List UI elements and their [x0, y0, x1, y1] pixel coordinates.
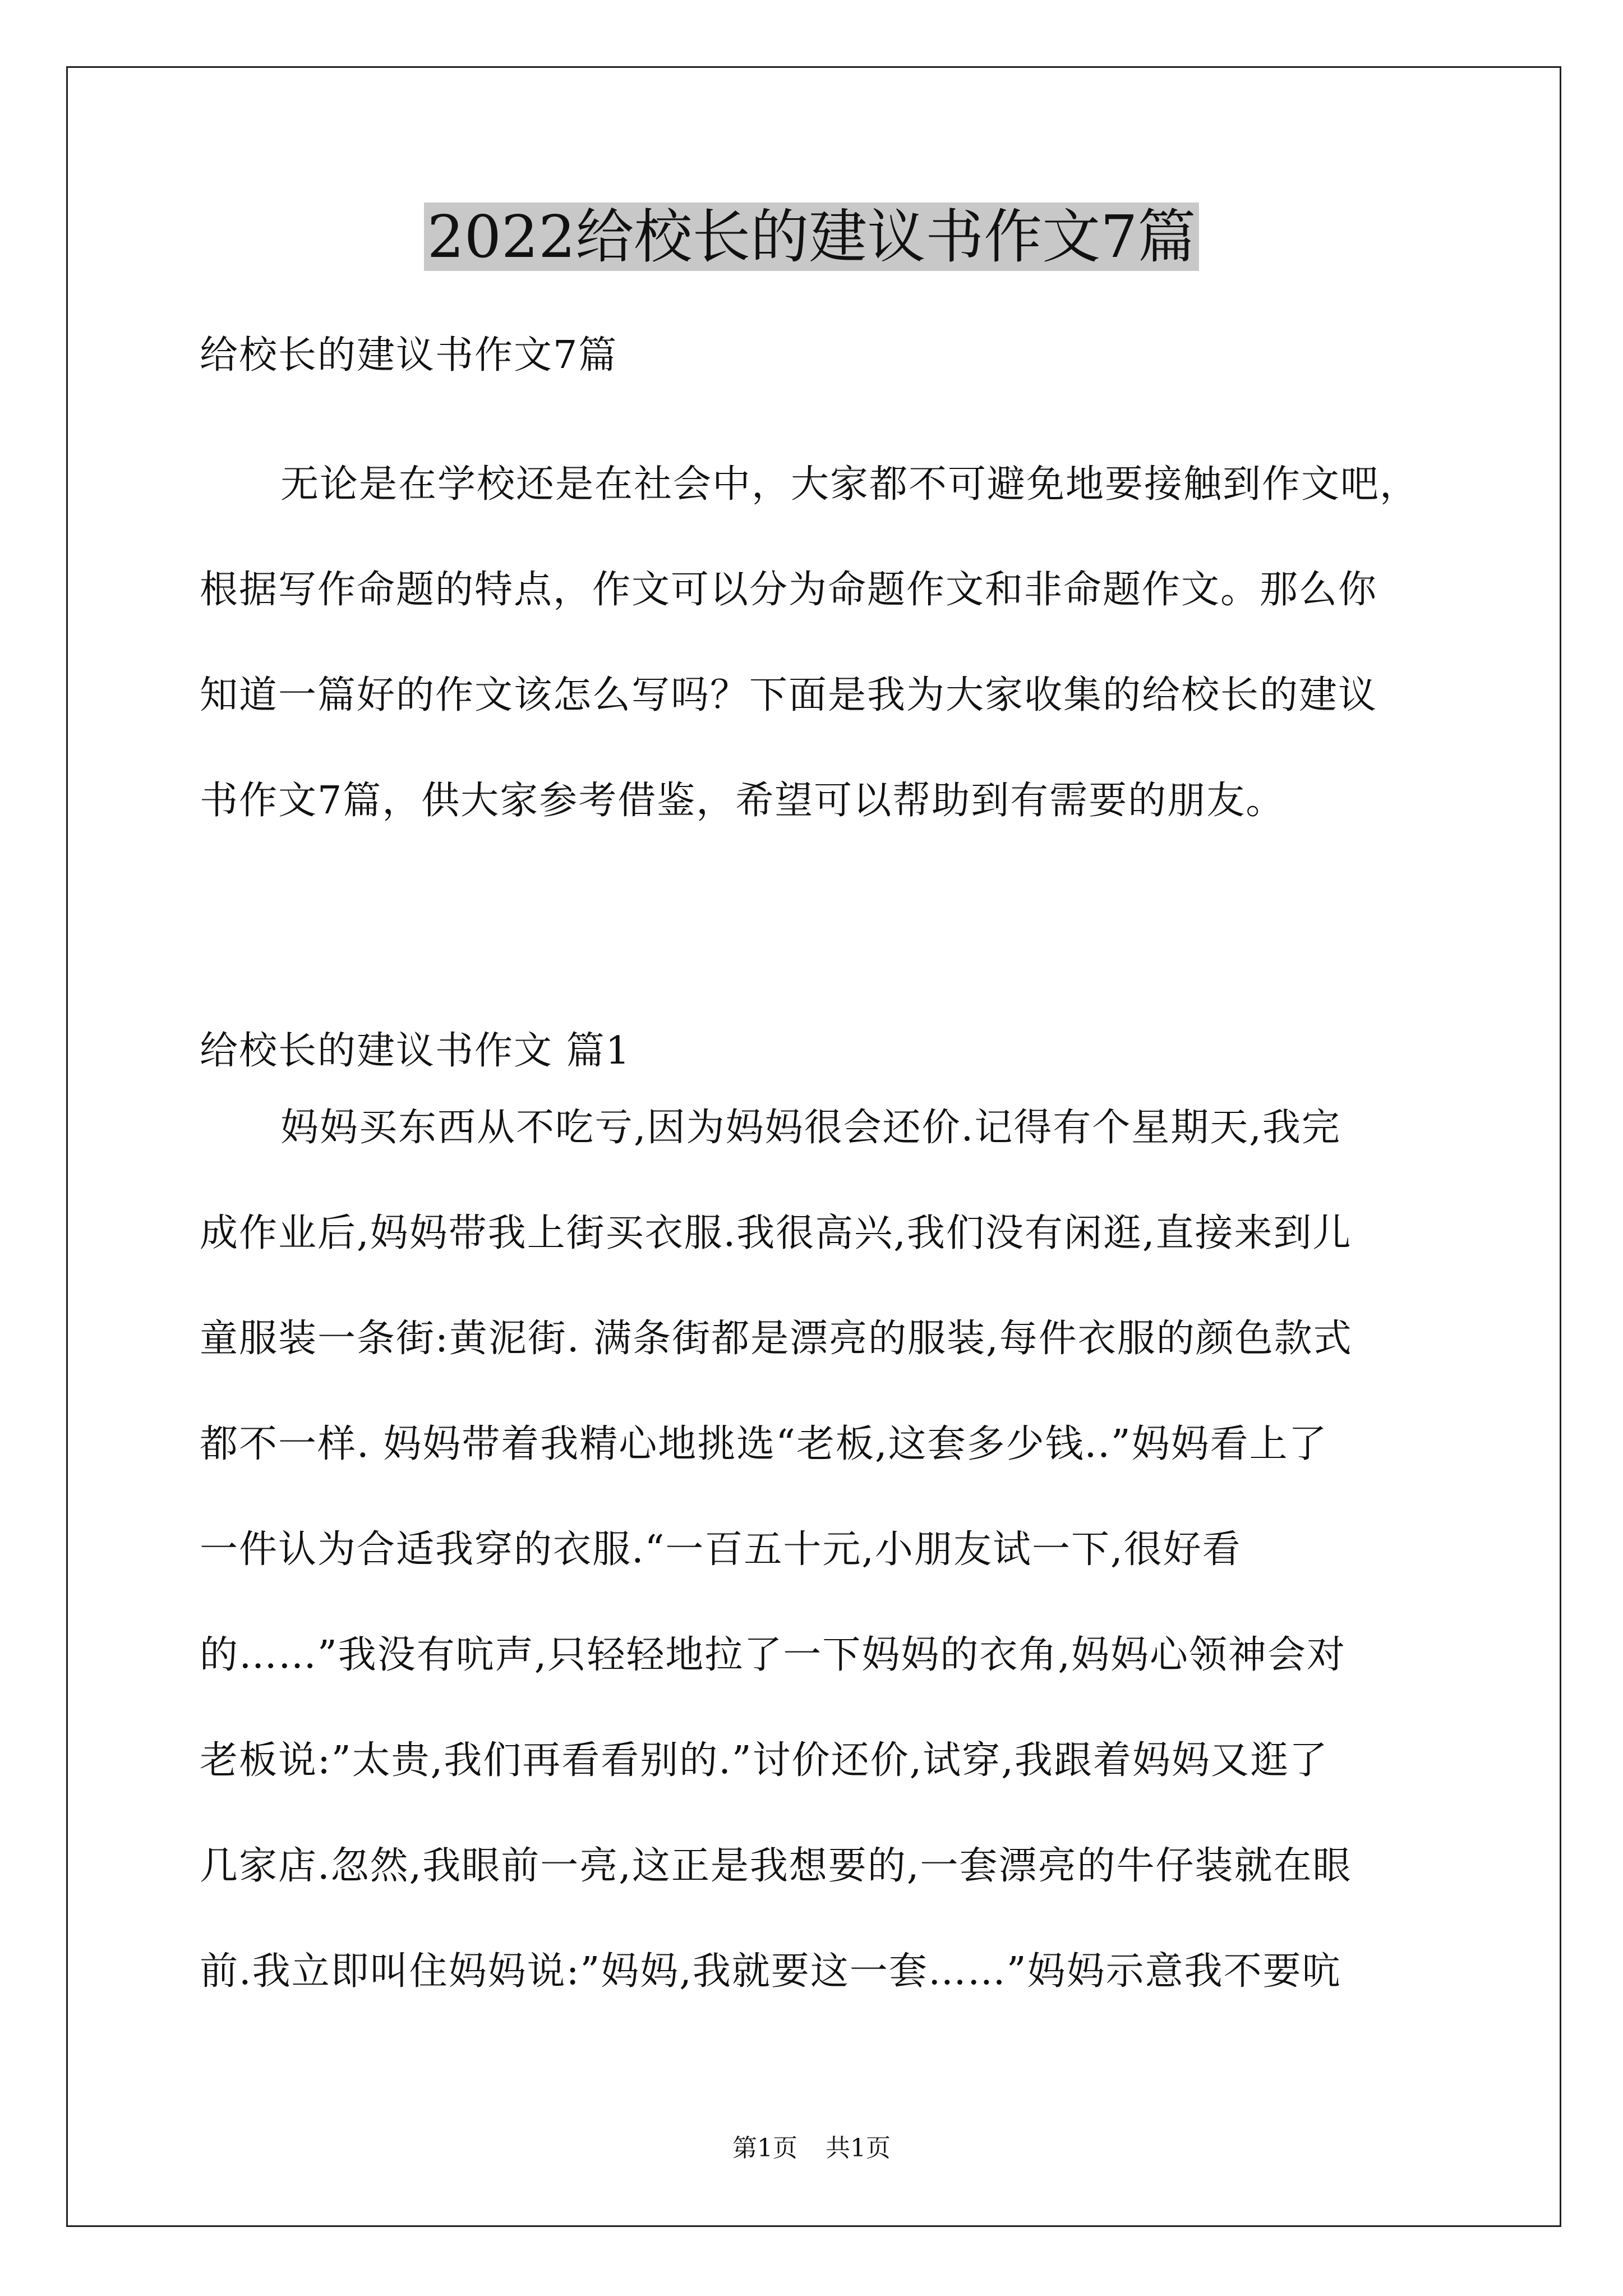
intro-line: 无论是在学校还是在社会中，大家都不可避免地要接触到作文吧， — [280, 462, 1419, 507]
body-line: 童服装一条街:黄泥街. 满条街都是漂亮的服装,每件衣服的颜色款式 — [200, 1317, 1353, 1361]
document-subtitle: 给校长的建议书作文7篇 — [200, 333, 618, 378]
intro-line: 书作文7篇，供大家参考借鉴，希望可以帮助到有需要的朋友。 — [200, 779, 1285, 823]
body-line: 妈妈买东西从不吃亏,因为妈妈很会还价.记得有个星期天,我完 — [280, 1106, 1341, 1150]
body-paragraph — [200, 1075, 1429, 2024]
body-line: 一件认为合适我穿的衣服.“一百五十元,小朋友试一下,很好看 — [200, 1527, 1242, 1572]
page-number: 第1页 — [732, 2134, 797, 2162]
intro-line: 知道一篇好的作文该怎么写吗？下面是我为大家收集的给校长的建议 — [200, 673, 1378, 717]
intro-paragraph — [200, 432, 1429, 854]
section-heading: 给校长的建议书作文 篇1 — [200, 1029, 631, 1073]
body-line: 前.我立即叫住妈妈说:”妈妈,我就要这一套……”妈妈示意我不要吭 — [200, 1949, 1341, 1994]
intro-line: 根据写作命题的特点，作文可以分为命题作文和非命题作文。那么你 — [200, 568, 1378, 612]
body-line: 几家店.忽然,我眼前一亮,这正是我想要的,一套漂亮的牛仔装就在眼 — [200, 1844, 1352, 1888]
page-total: 共1页 — [826, 2134, 891, 2162]
body-line: 的……”我没有吭声,只轻轻地拉了一下妈妈的衣角,妈妈心领神会对 — [200, 1633, 1346, 1677]
document-title-text: 2022给校长的建议书作文7篇 — [424, 203, 1200, 271]
body-line: 老板说:”太贵,我们再看看别的.”讨价还价,试穿,我跟着妈妈又逛了 — [200, 1738, 1329, 1783]
body-line: 都不一样. 妈妈带着我精心地挑选“老板,这套多少钱..”妈妈看上了 — [200, 1422, 1328, 1466]
body-line: 成作业后,妈妈带我上街买衣服.我很高兴,我们没有闲逛,直接来到儿 — [200, 1211, 1352, 1255]
page-footer — [0, 2132, 1623, 2165]
document-title — [0, 197, 1623, 276]
